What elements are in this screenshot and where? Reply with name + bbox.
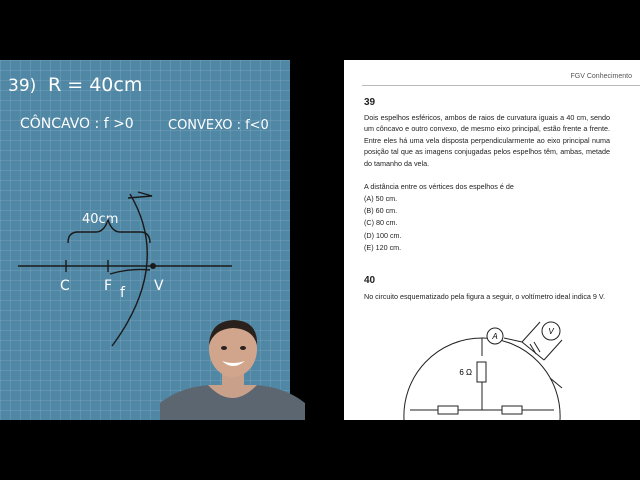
- focal-brace: [110, 270, 150, 275]
- wire-ammeter: [504, 338, 522, 342]
- voltmeter-lead-right: [544, 340, 562, 360]
- mirror-hatch: [128, 192, 152, 198]
- question-39-prompt: A distância entre os vértices dos espelhos é de: [364, 182, 514, 191]
- resistor-bottom-left: [438, 406, 458, 414]
- distance-brace: [68, 220, 150, 243]
- question-40-number: 40: [364, 275, 376, 286]
- presenter-video: [160, 315, 305, 420]
- capacitor-plate-b: [534, 342, 540, 352]
- convex-label: CONVEXO : f<0: [168, 118, 269, 133]
- switch: [550, 378, 562, 388]
- letterbox-bottom: [0, 420, 640, 480]
- ammeter-label: A: [492, 332, 498, 341]
- vertex-point: [150, 263, 156, 269]
- option-d: (D) 100 cm.: [364, 231, 402, 240]
- problem-number: 39): [8, 76, 37, 96]
- point-f-label: F: [104, 278, 113, 294]
- option-b: (B) 60 cm.: [364, 206, 398, 215]
- voltmeter-lead-left: [522, 322, 540, 342]
- resistor-label: 6 Ω: [459, 368, 472, 377]
- question-39-text: Dois espelhos esféricos, ambos de raios de curvatura iguais a 40 cm, sendo um côncavo e outro convexo, de mesmo eixo principal, estão frente a frente. Entre eles há uma vela disposta perpendicularmente ao eixo principal numa posição tal que as imagens conjugadas pelos espelhos têm, ambas, metade do tamanho da vela.: [364, 113, 610, 168]
- page-header: FGV Conhecimento: [570, 73, 632, 80]
- distance-label: 40cm: [82, 212, 119, 227]
- presenter-avatar: [160, 315, 305, 420]
- concave-label: CÔNCAVO : f >0: [20, 116, 134, 132]
- option-c: (C) 80 cm.: [364, 218, 398, 227]
- exam-page: [344, 60, 640, 420]
- letterbox-top: [0, 0, 640, 60]
- question-40-text: No circuito esquematizado pela figura a seguir, o voltímetro ideal indica 9 V.: [364, 292, 606, 301]
- resistor-6ohm: [477, 362, 486, 382]
- point-f-small-label: f: [120, 285, 125, 301]
- point-v-label: V: [154, 278, 164, 294]
- voltmeter-label: V: [548, 327, 554, 336]
- point-c-label: C: [60, 278, 70, 294]
- radius-equation: R = 40cm: [48, 74, 143, 96]
- question-39-number: 39: [364, 97, 376, 108]
- option-a: (A) 50 cm.: [364, 194, 398, 203]
- circuit-diagram: [344, 60, 640, 420]
- resistor-bottom-right: [502, 406, 522, 414]
- option-e: (E) 120 cm.: [364, 243, 402, 252]
